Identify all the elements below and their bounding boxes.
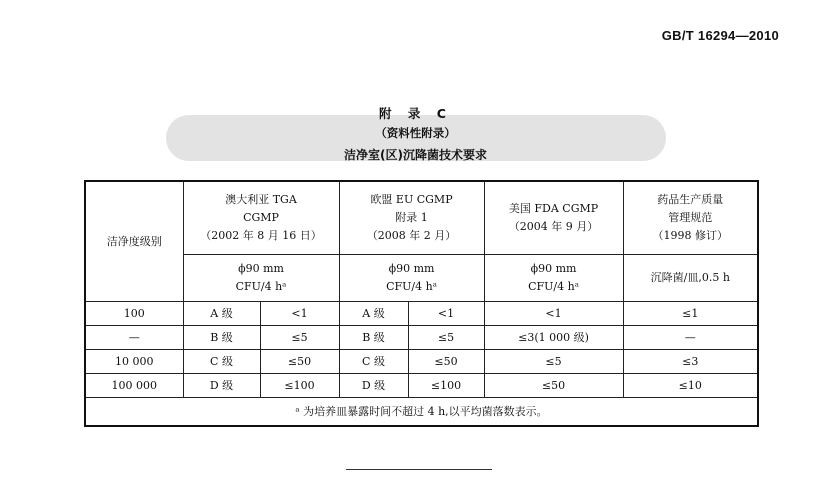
unit-line: ϕ90 mm (530, 262, 577, 275)
tga-grade: C 级 (183, 350, 260, 374)
table-row (85, 302, 758, 326)
table-row (85, 326, 758, 350)
tga-grade: A 级 (183, 302, 260, 326)
fda-header (484, 181, 623, 255)
eu-grade: B 级 (339, 326, 408, 350)
fda-unit (484, 255, 623, 302)
fda-value: ≤3(1 000 级) (484, 326, 623, 350)
gmp-header-line: （1998 修订） (652, 229, 729, 242)
eu-value: ≤100 (408, 374, 484, 398)
gmp-header-line: 药品生产质量 (657, 193, 724, 206)
tga-grade: D 级 (183, 374, 260, 398)
tga-header-line: CGMP (243, 211, 279, 224)
standard-code: GB/T 16294—2010 (661, 28, 779, 43)
unit-line: ϕ90 mm (238, 262, 284, 275)
eu-value: ≤5 (408, 326, 484, 350)
fda-header-line: （2004 年 9 月） (508, 220, 599, 233)
gmp-unit (623, 255, 758, 302)
tga-value: ≤100 (260, 374, 339, 398)
tga-header-line: 澳大利亚 TGA (225, 193, 297, 206)
eu-header (339, 181, 484, 255)
eu-header-line: （2008 年 2 月） (366, 229, 457, 242)
table-row (85, 350, 758, 374)
unit-line: 沉降菌/皿,0.5 h (650, 271, 730, 284)
table-title: 洁净室(区)沉降菌技术要求 (344, 148, 487, 162)
fda-value: ≤5 (484, 350, 623, 374)
gmp-header-line: 管理规范 (668, 211, 713, 224)
tga-value: ≤50 (260, 350, 339, 374)
fda-value: <1 (484, 302, 623, 326)
cleanliness-level: — (85, 326, 183, 350)
unit-line: ϕ90 mm (388, 262, 435, 275)
end-rule (346, 469, 492, 470)
fda-header-line: 美国 FDA CGMP (508, 202, 599, 215)
tga-value: ≤5 (260, 326, 339, 350)
eu-grade: D 级 (339, 374, 408, 398)
appendix-title: 附 录 C (379, 106, 452, 121)
gmp-value: — (623, 326, 758, 350)
gmp-value: ≤1 (623, 302, 758, 326)
eu-grade: A 级 (339, 302, 408, 326)
fda-value: ≤50 (484, 374, 623, 398)
tga-value: <1 (260, 302, 339, 326)
eu-header-line: 欧盟 EU CGMP (370, 193, 453, 206)
tga-unit (183, 255, 339, 302)
cleanliness-level: 10 000 (85, 350, 183, 374)
cleanliness-level-header: 洁净度级别 (85, 181, 183, 302)
tga-grade: B 级 (183, 326, 260, 350)
cleanliness-level: 100 000 (85, 374, 183, 398)
table-row (85, 374, 758, 398)
unit-line: CFU/4 hᵃ (386, 280, 437, 293)
eu-unit (339, 255, 484, 302)
header-row (85, 181, 758, 255)
footnote-row (85, 398, 758, 427)
eu-grade: C 级 (339, 350, 408, 374)
gmp-value: ≤3 (623, 350, 758, 374)
unit-row (85, 255, 758, 302)
tga-header-line: （2002 年 8 月 16 日） (200, 229, 322, 242)
cleanliness-level: 100 (85, 302, 183, 326)
unit-line: CFU/4 hᵃ (235, 280, 287, 293)
tga-header (183, 181, 339, 255)
gmp-header (623, 181, 758, 255)
footnote: ᵃ 为培养皿暴露时间不超过 4 h,以平均菌落数表示。 (85, 398, 758, 427)
gmp-value: ≤10 (623, 374, 758, 398)
eu-value: ≤50 (408, 350, 484, 374)
eu-header-line: 附录 1 (395, 211, 428, 224)
unit-line: CFU/4 hᵃ (528, 280, 579, 293)
requirements-table (84, 180, 759, 427)
appendix-subtitle: （资料性附录） (375, 126, 456, 140)
eu-value: <1 (408, 302, 484, 326)
